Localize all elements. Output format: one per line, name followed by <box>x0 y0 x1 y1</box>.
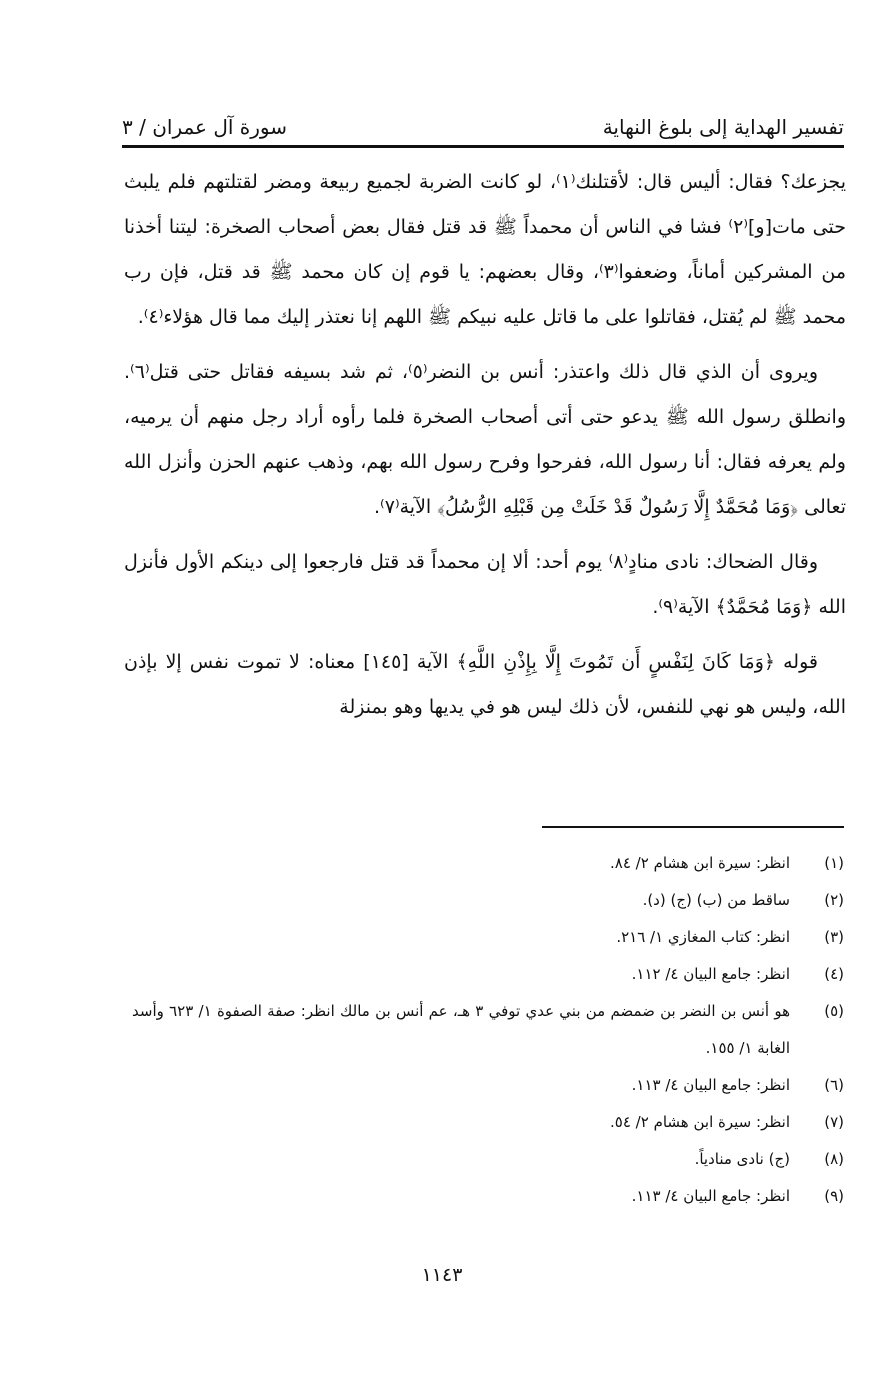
footnote-text: انظر: كتاب المغازي ١/ ٢١٦. <box>616 928 790 946</box>
footnote-number: (٥) <box>824 1002 844 1020</box>
footnote-text: (ج) نادى منادياً. <box>694 1150 790 1168</box>
footnote-text: انظر: جامع البيان ٤/ ١١٣. <box>631 1187 790 1205</box>
footnote-number: (٣) <box>824 928 844 946</box>
footnote <box>132 956 844 993</box>
footnote-number: (٤) <box>824 965 844 983</box>
footnote <box>132 1104 844 1141</box>
running-header <box>122 98 844 148</box>
footnote-number: (٩) <box>824 1187 844 1205</box>
footnote-text: ساقط من (ب) (ج) (د). <box>642 891 790 909</box>
paragraph: يجزعك؟ فقال: أليس قال: لأقتلنك⁽١⁾، لو كانت الضربة لجميع ربيعة ومضر لقتلتهم فلم يلبث حتى مات[و]⁽٢⁾ فشا في الناس أن محمداً ﷺ قد قتل فقال بعض أصحاب الصخرة: ليتنا أخذنا من المشركين أماناً، وضعفوا⁽٣⁾، وقال بعضهم: يا قوم إن كان محمد ﷺ قد قتل، فإن رب محمد ﷺ لم يُقتل، فقاتلوا على ما قاتل عليه نبيكم ﷺ اللهم إنا نعتذر إليك مما قال هؤلاء⁽٤⁾. <box>124 171 846 328</box>
footnote-number: (٦) <box>824 1076 844 1094</box>
footnote-text: انظر: جامع البيان ٤/ ١١٣. <box>631 1076 790 1094</box>
paragraph: ويروى أن الذي قال ذلك واعتذر: أنس بن النضر⁽٥⁾، ثم شد بسيفه فقاتل حتى قتل⁽٦⁾. وانطلق رسول الله ﷺ يدعو حتى أتى أصحاب الصخرة فلما رأوه أراد رجل منهم أن يرميه، ولم يعرفه فقال: أنا رسول الله، ففرحوا وفرح رسول الله بهم، وذهب عنهم الحزن وأنزل الله تعالى ﴿وَمَا مُحَمَّدٌ إِلَّا رَسُولٌ قَدْ خَلَتْ مِن قَبْلِهِ الرُّسُلُ﴾ الآية⁽٧⁾. <box>124 361 846 518</box>
footnote-divider <box>542 826 844 828</box>
footnote-text: انظر: جامع البيان ٤/ ١١٢. <box>631 965 790 983</box>
book-title: تفسير الهداية إلى بلوغ النهاية <box>602 115 844 139</box>
footnote <box>132 845 844 882</box>
paragraph: وقال الضحاك: نادى منادٍ⁽٨⁾ يوم أحد: ألا إن محمداً قد قتل فارجعوا إلى دينكم الأول فأنزل الله ﴿وَمَا مُحَمَّدٌ﴾ الآية⁽٩⁾. <box>124 551 846 618</box>
footnote <box>132 993 844 1067</box>
footnote <box>132 919 844 956</box>
footnotes <box>132 845 844 1215</box>
footnote-number: (٨) <box>824 1150 844 1168</box>
footnote-number: (١) <box>824 854 844 872</box>
page-number: ١١٤٣ <box>421 1264 463 1286</box>
main-text <box>124 160 846 740</box>
footnote-text: هو أنس بن النضر بن ضمضم من بني عدي توفي ٣ هـ، عم أنس بن مالك انظر: صفة الصفوة ١/ ٦٢٣ وأسد الغابة ١/ ١٥٥. <box>132 1002 791 1057</box>
surah-label: سورة آل عمران / ٣ <box>122 115 288 139</box>
footnote-text: انظر: سيرة ابن هشام ٢/ ٥٤. <box>610 1113 790 1131</box>
footnote <box>132 882 844 919</box>
paragraph: قوله ﴿وَمَا كَانَ لِنَفْسٍ أَن تَمُوتَ إِلَّا بِإِذْنِ اللَّهِ﴾ الآية [١٤٥] معناه: لا تموت نفس إلا بإذن الله، وليس هو نهي للنفس، لأن ذلك ليس هو في يديها وهو بمنزلة <box>124 651 846 718</box>
footnote-text: انظر: سيرة ابن هشام ٢/ ٨٤. <box>610 854 790 872</box>
footnote-number: (٢) <box>824 891 844 909</box>
footnote <box>132 1141 844 1178</box>
footnote <box>132 1067 844 1104</box>
footnote <box>132 1178 844 1215</box>
footnote-number: (٧) <box>824 1113 844 1131</box>
